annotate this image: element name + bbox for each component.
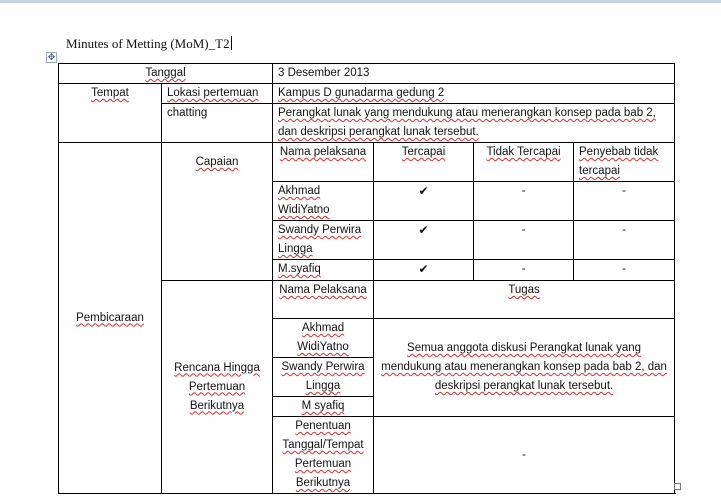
location-label-cell xyxy=(162,84,273,104)
plan-name-cell[interactable]: M syafiq xyxy=(273,397,374,417)
plan-task-cell[interactable] xyxy=(374,319,675,417)
table-move-handle-icon[interactable]: ✥ xyxy=(47,52,56,62)
discussion-label: Pembicaraan xyxy=(76,311,144,324)
check-icon: ✔ xyxy=(418,184,429,198)
plan-name-cell[interactable]: Swandy Perwira Lingga xyxy=(273,358,374,397)
achieved-cell[interactable] xyxy=(374,260,474,281)
achievement-header-cause: Penyebab tidak tercapai xyxy=(574,143,675,182)
achieved-cell[interactable] xyxy=(374,182,474,221)
achievement-header-achieved: Tercapai xyxy=(374,143,474,182)
achieved-cell[interactable] xyxy=(374,221,474,260)
discussion-label-cell xyxy=(59,143,162,494)
place-label: Tempat xyxy=(91,87,129,99)
location-value: Kampus D gunadarma gedung 2 xyxy=(278,87,445,99)
achievement-header-not-achieved: Tidak Tercapai xyxy=(474,143,574,182)
table-resize-handle-icon[interactable] xyxy=(674,483,681,490)
date-row xyxy=(59,64,675,84)
text-cursor xyxy=(231,36,232,50)
plan-header-name: Nama Pelaksana xyxy=(273,281,374,319)
chatting-label: chatting xyxy=(167,107,208,119)
location-value-cell[interactable] xyxy=(273,84,675,104)
date-label: Tanggal xyxy=(145,67,186,79)
achievement-name-cell[interactable]: Swandy Perwira Lingga xyxy=(273,221,374,260)
plan-header-task: Tugas xyxy=(374,281,675,319)
achievement-name-cell[interactable]: M.syafiq xyxy=(273,260,374,281)
date-label-cell xyxy=(59,64,273,84)
date-value-cell[interactable] xyxy=(273,64,675,84)
achievement-label: Capaian xyxy=(195,156,239,168)
chatting-label-cell xyxy=(162,104,273,143)
cause-cell[interactable]: - xyxy=(574,260,675,281)
achievement-header-name: Nama pelaksana xyxy=(273,143,374,182)
plan-label-cell xyxy=(162,281,273,494)
achievement-name-cell[interactable]: Akhmad WidiYatno xyxy=(273,182,374,221)
location-row xyxy=(59,84,675,104)
achievement-label-cell xyxy=(162,143,273,281)
chatting-value: Perangkat lunak yang mendukung atau menerangkan konsep pada bab 2, dan deskripsi perangkat lunak tersebut. xyxy=(278,107,656,138)
plan-name-cell[interactable]: Akhmad WidiYatno xyxy=(273,319,374,358)
achievement-header-row xyxy=(59,143,675,182)
not-achieved-cell[interactable]: - xyxy=(474,260,574,281)
plan-task: Semua anggota diskusi Perangkat lunak yang mendukung atau menerangkan konsep pada bab 2, dan deskripsi perangkat lunak tersebut. xyxy=(381,342,667,392)
next-meeting-value-cell[interactable] xyxy=(374,417,675,494)
cause-cell[interactable]: - xyxy=(574,221,675,260)
minutes-table xyxy=(58,63,675,494)
next-meeting-value: - xyxy=(522,448,526,461)
location-label: Lokasi pertemuan xyxy=(167,87,259,99)
not-achieved-cell[interactable]: - xyxy=(474,221,574,260)
place-label-cell xyxy=(59,84,162,143)
document-title[interactable]: Minutes of Metting (MoM)_T2 xyxy=(66,36,230,51)
next-meeting-label-cell xyxy=(273,417,374,494)
plan-label: Rencana Hingga Pertemuan Berikutnya xyxy=(174,361,260,412)
check-icon: ✔ xyxy=(418,262,429,276)
cause-cell[interactable]: - xyxy=(574,182,675,221)
not-achieved-cell[interactable]: - xyxy=(474,182,574,221)
date-value: 3 Desember 2013 xyxy=(278,67,370,79)
chatting-value-cell[interactable] xyxy=(273,104,675,143)
window-top-border xyxy=(0,0,721,3)
next-meeting-label: Penentuan Tanggal/Tempat Pertemuan Berikutnya xyxy=(282,420,364,489)
check-icon: ✔ xyxy=(418,223,429,237)
